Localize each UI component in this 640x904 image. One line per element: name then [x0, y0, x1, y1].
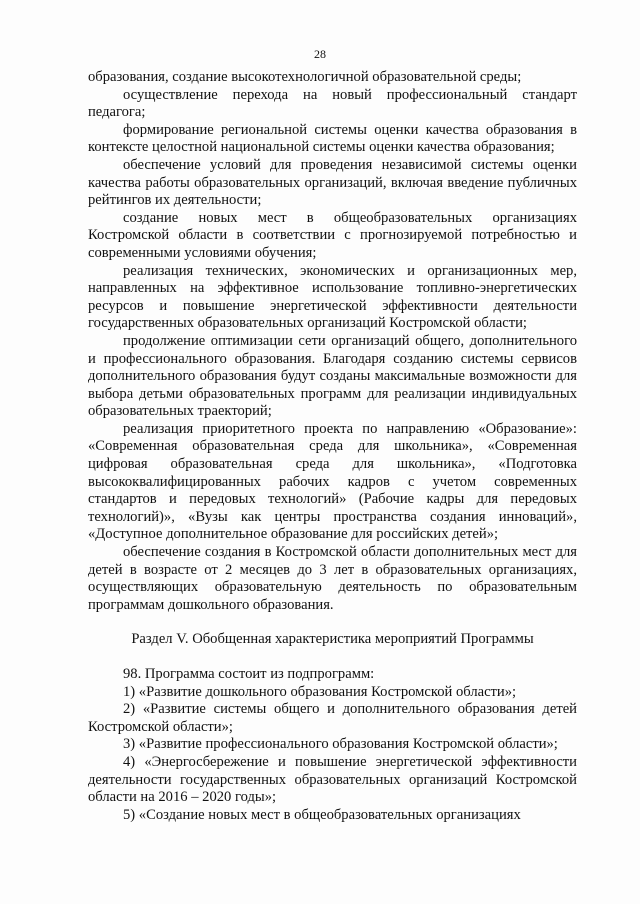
- page-number: 28: [314, 47, 326, 61]
- paragraph: продолжение оптимизации сети организаций общего, дополнительного и профессионального образования. Благодаря созданию системы сервисов дополнительного образования будут созданы максимальные возможности для выбора детьми образовательных программ для реализации индивидуальных образовательных траекторий;: [88, 332, 577, 420]
- paragraph: реализация технических, экономических и организационных мер, направленных на эффективное использование топливно-энергетических ресурсов и повышение энергетической эффективности деятельности государственных образовательных организаций Костромской области;: [88, 262, 577, 332]
- list-item: 5) «Создание новых мест в общеобразовательных организациях: [123, 806, 521, 823]
- paragraph: реализация приоритетного проекта по направлению «Образование»: «Современная образовательная среда для школьника», «Современная цифровая образовательная среда для школьника», «Подготовка высококвалифицированных рабочих кадров с учетом современных стандартов и передовых технологий» (Рабочие кадры для передовых технологий)», «Вузы как центры пространства создания инноваций», «Доступное дополнительное образование для российских детей»;: [88, 420, 577, 543]
- list-item: 1) «Развитие дошкольного образования Костромской области»;: [123, 683, 517, 700]
- paragraph: создание новых мест в общеобразовательных организациях Костромской области в соответствии с прогнозируемой потребностью и современными условиями обучения;: [88, 209, 577, 261]
- paragraph: обеспечение создания в Костромской области дополнительных мест для детей в возрасте от 2 месяцев до 3 лет в образовательных организациях, осуществляющих образовательную деятельность по образовательным программам дошкольного образования.: [88, 544, 577, 613]
- paragraph: формирование региональной системы оценки качества образования в контексте целостной национальной системы оценки качества образования;: [88, 121, 577, 156]
- paragraph: образования, создание высокотехнологичной образовательной среды;: [88, 69, 522, 85]
- list-item: 2) «Развитие системы общего и дополнительного образования детей Костромской области»;: [88, 701, 577, 735]
- list-item: 3) «Развитие профессионального образования Костромской области»;: [123, 736, 558, 753]
- paragraph: 98. Программа состоит из подпрограмм:: [123, 666, 375, 682]
- section-title: Раздел V. Обобщенная характеристика мероприятий Программы: [131, 631, 534, 648]
- paragraph: обеспечение условий для проведения независимой системы оценки качества работы образовательных организаций, включая введение публичных рейтингов их деятельности;: [88, 156, 577, 209]
- document-body: [88, 69, 577, 824]
- list-item: 4) «Энергосбережение и повышение энергетической эффективности деятельности государственных образовательных организаций Костромской области на 2016 – 2020 годы»;: [88, 753, 577, 806]
- paragraph: осуществление перехода на новый профессиональный стандарт педагога;: [88, 86, 577, 121]
